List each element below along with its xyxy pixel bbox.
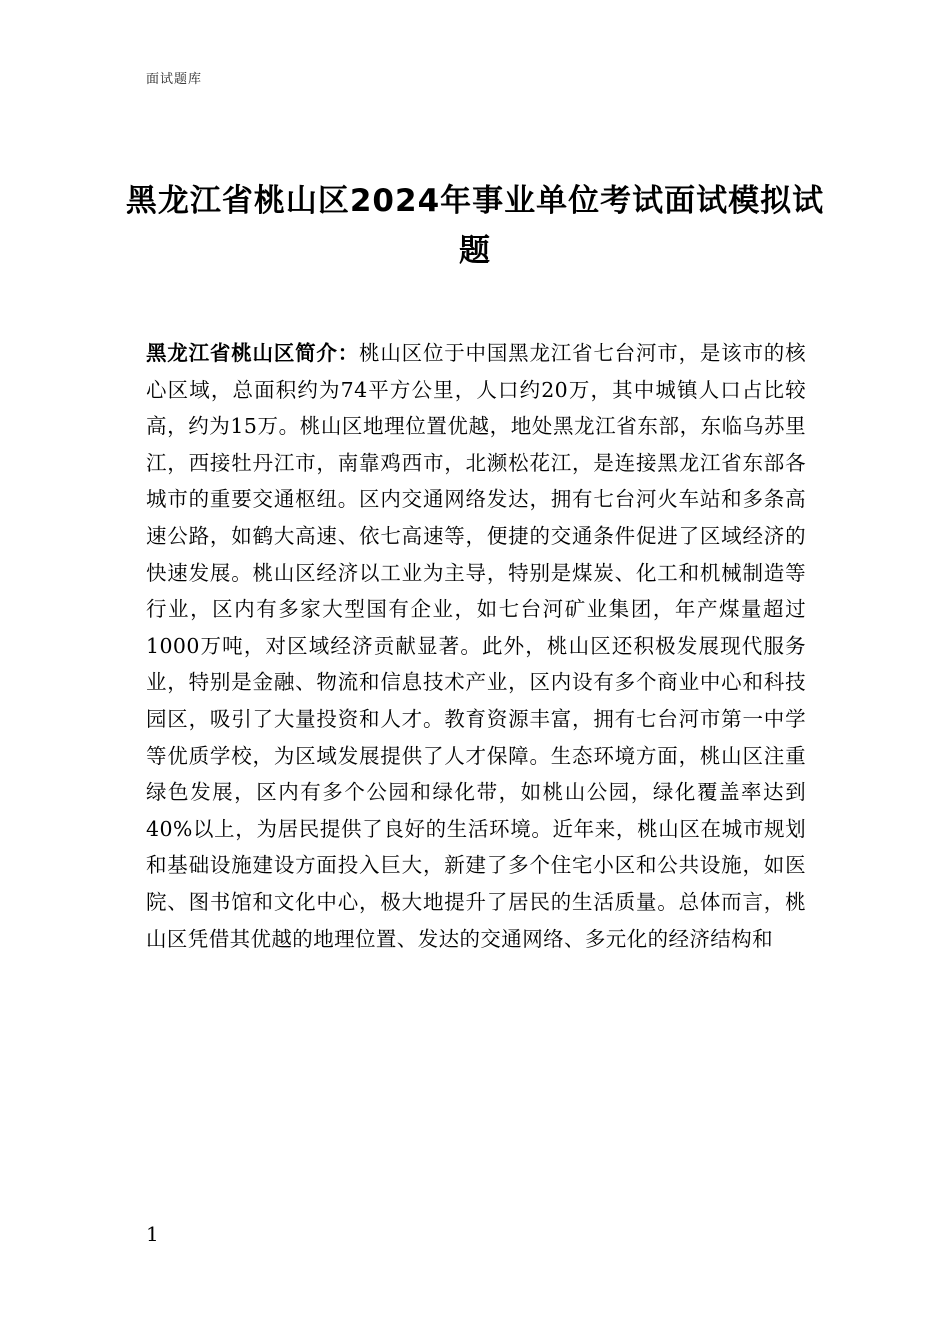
intro-paragraph [146,335,806,957]
page-number: 1 [146,1222,159,1246]
header-label: 面试题库 [146,72,203,87]
document-title: 黑龙江省桃山区2024年事业单位考试面试模拟试题 [125,183,825,269]
intro-label: 黑龙江省桃山区简介： [146,341,360,365]
intro-text: 桃山区位于中国黑龙江省七台河市，是该市的核心区域，总面积约为74平方公里，人口约20万，其中城镇人口占比较高，约为15万。桃山区地理位置优越，地处黑龙江省东部，东临乌苏里江，西接牡丹江市，南靠鸡西市，北濒松花江，是连接黑龙江省东部各城市的重要交通枢纽。区内交通网络发达，拥有七台河火车站和多条高速公路，如鹤大高速、依七高速等，便捷的交通条件促进了区域经济的快速发展。桃山区经济以工业为主导，特别是煤炭、化工和机械制造等行业，区内有多家大型国有企业，如七台河矿业集团，年产煤量超过1000万吨，对区域经济贡献显著。此外，桃山区还积极发展现代服务业，特别是金融、物流和信息技术产业，区内设有多个商业中心和科技园区，吸引了大量投资和人才。教育资源丰富，拥有七台河市第一中学等优质学校，为区域发展提供了人才保障。生态环境方面，桃山区注重绿色发展，区内有多个公园和绿化带，如桃山公园，绿化覆盖率达到40%以上，为居民提供了良好的生活环境。近年来，桃山区在城市规划和基础设施建设方面投入巨大，新建了多个住宅小区和公共设施，如医院、图书馆和文化中心，极大地提升了居民的生活质量。总体而言，桃山区凭借其优越的地理位置、发达的交通网络、多元化的经济结构和 [146,341,806,951]
